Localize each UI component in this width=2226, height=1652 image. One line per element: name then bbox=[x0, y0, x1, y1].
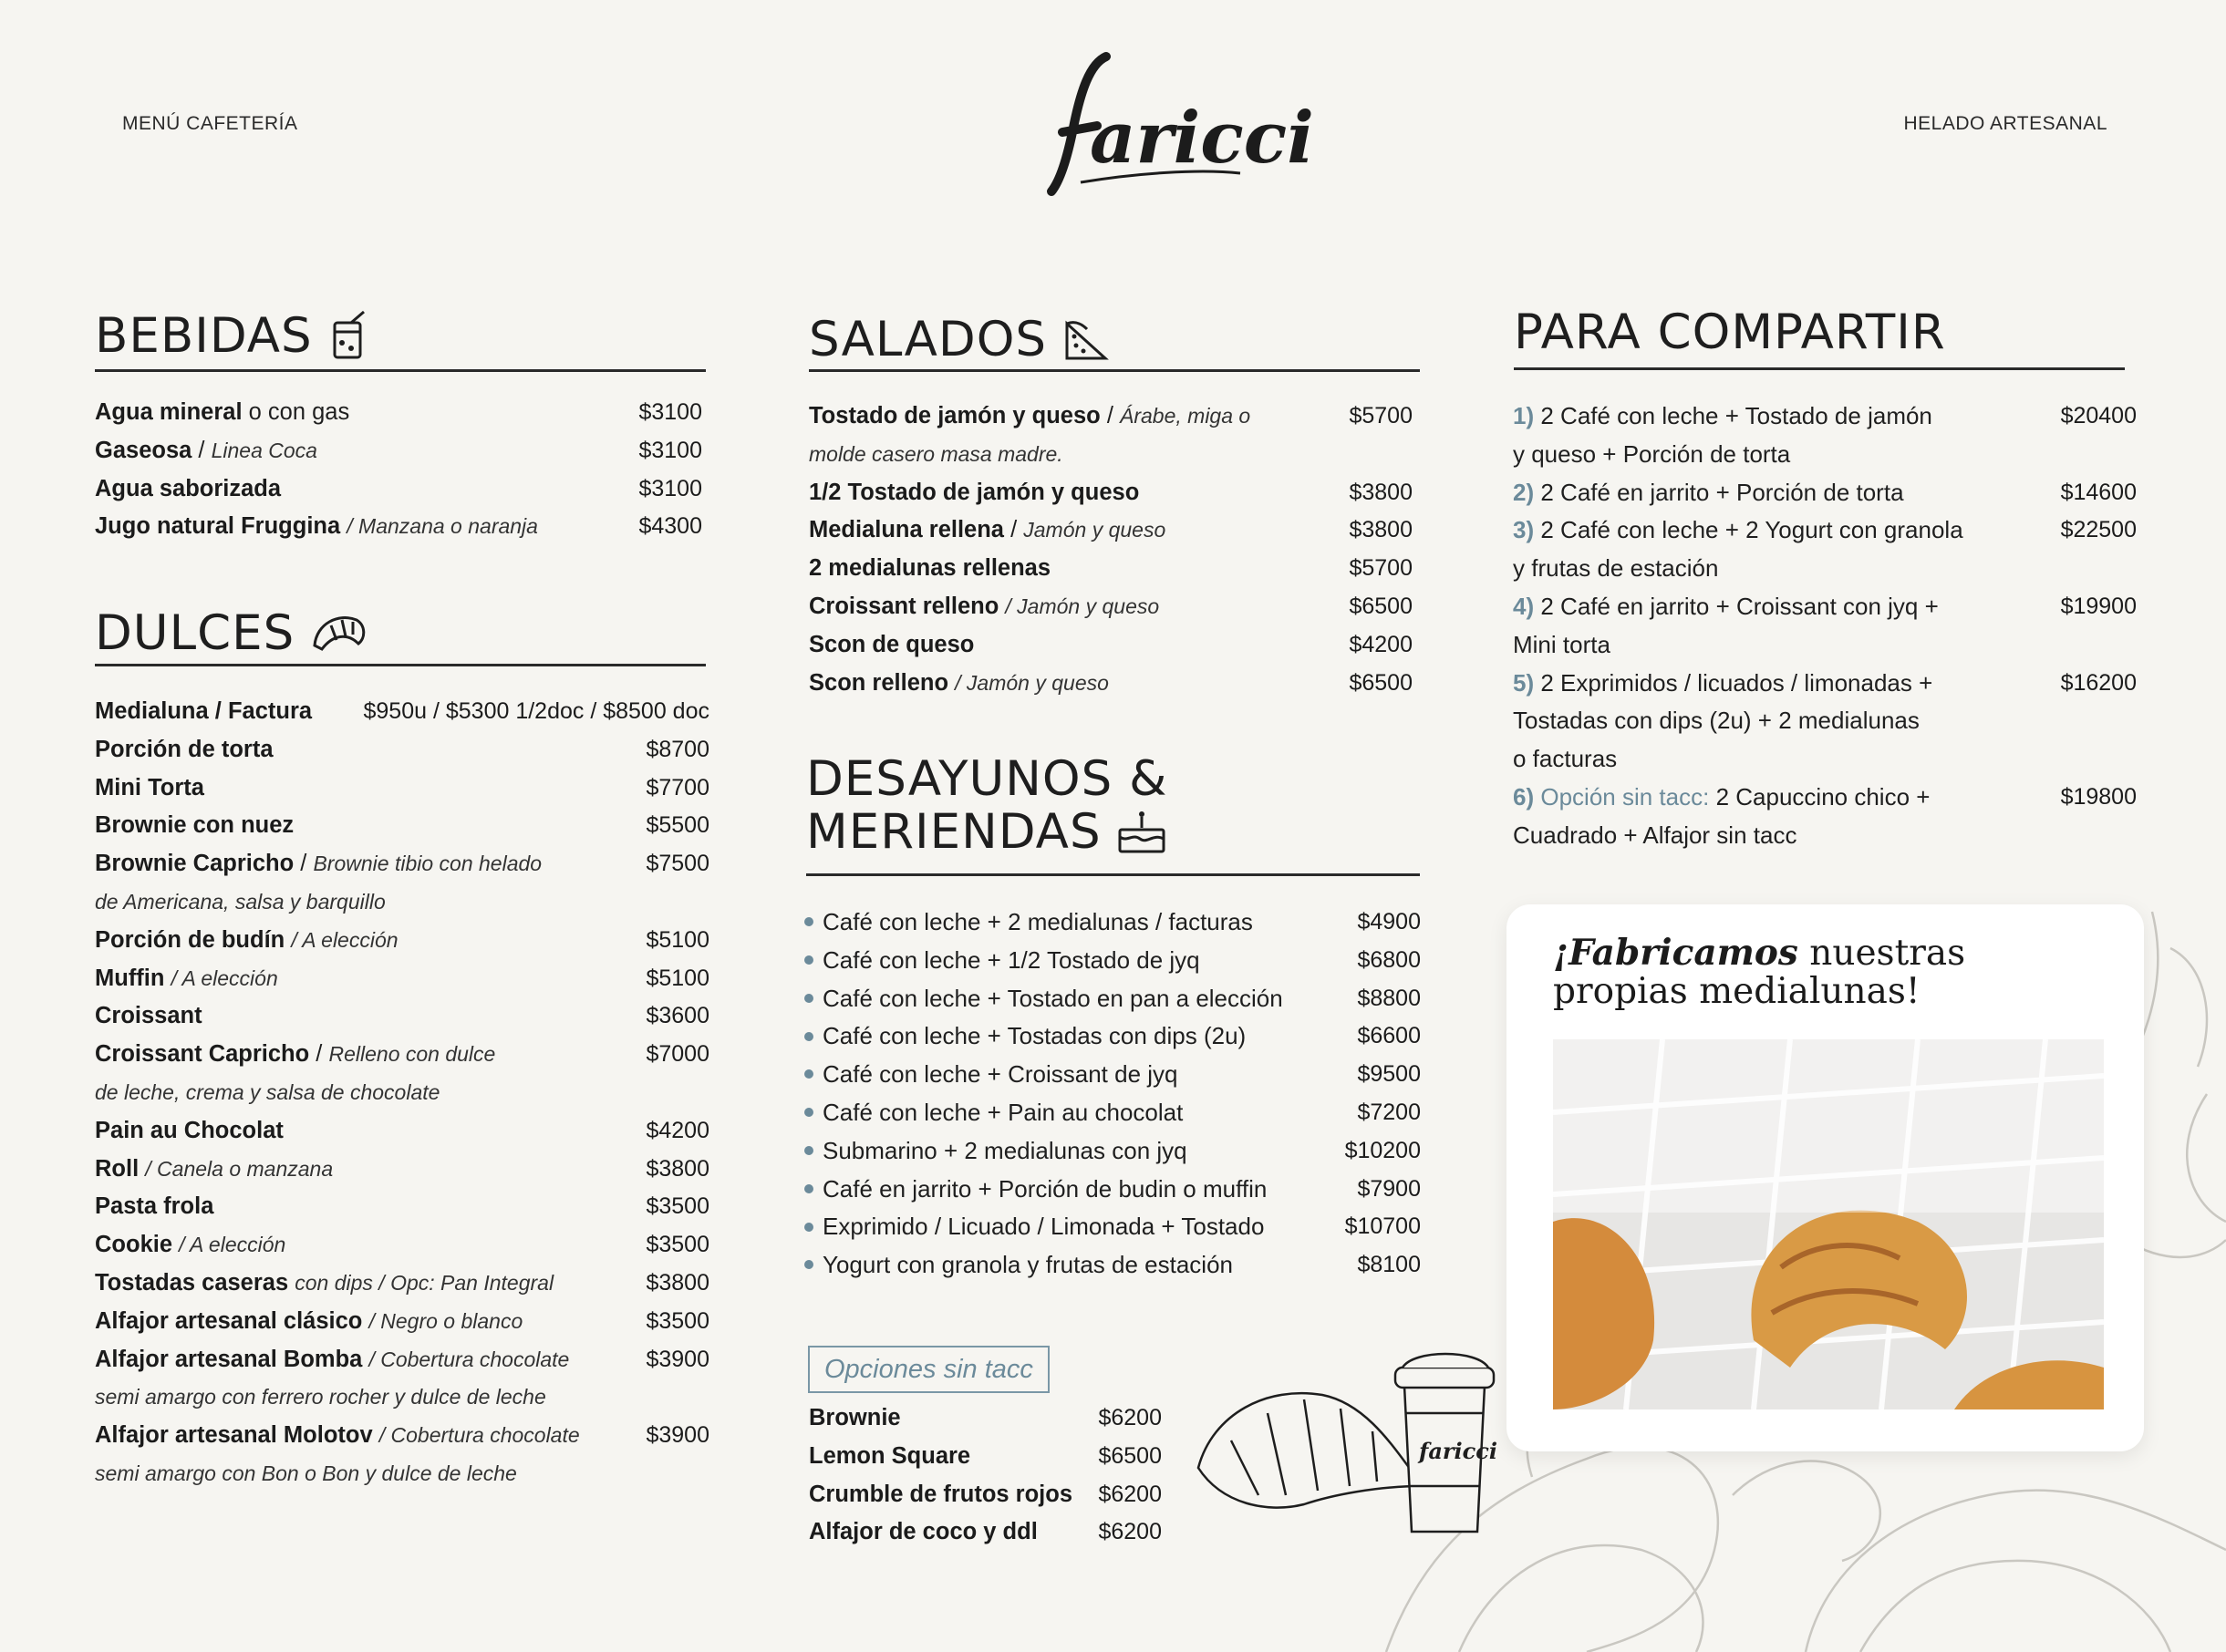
compartir-item bbox=[1513, 474, 1904, 512]
dulces-item-price: $4200 bbox=[646, 1117, 709, 1143]
dulces-item-desc-cont: semi amargo con Bon o Bon y dulce de leche bbox=[95, 1461, 517, 1485]
dulces-item-name: Alfajor artesanal clásico bbox=[95, 1307, 363, 1334]
sin-tacc-item-price: $6200 bbox=[1098, 1519, 1162, 1545]
dulces-item-price: $5100 bbox=[646, 965, 709, 991]
desayunos-item-name: Exprimido / Licuado / Limonada + Tostado bbox=[823, 1213, 1265, 1241]
desayunos-title-line1: DESAYUNOS & bbox=[806, 751, 1168, 807]
bebidas-item-desc: / Manzana o naranja bbox=[347, 514, 538, 539]
bebidas-item bbox=[95, 508, 538, 546]
dulces-item-price: $3900 bbox=[646, 1346, 709, 1372]
salados-rule bbox=[809, 369, 1420, 372]
promo-title-bold: ¡Fabricamos bbox=[1553, 932, 1798, 974]
dulces-item-extra: / bbox=[309, 1041, 329, 1068]
desayunos-item bbox=[804, 1246, 1233, 1285]
sandwich-icon bbox=[1063, 318, 1109, 362]
bebidas-item-price: $3100 bbox=[638, 437, 702, 463]
dulces-item bbox=[95, 1341, 569, 1379]
salados-item-name: Scon relleno bbox=[809, 669, 949, 696]
compartir-item-line1: 2 Café con leche + Tostado de jamón bbox=[1540, 402, 1932, 429]
sin-tacc-item-name: Lemon Square bbox=[809, 1442, 971, 1469]
compartir-item-price: $19800 bbox=[2060, 784, 2137, 810]
dulces-item bbox=[95, 1303, 523, 1341]
dulces-item-name: Cookie bbox=[95, 1232, 173, 1258]
dulces-item-extra bbox=[164, 965, 171, 991]
dulces-item-desc-cont: de Americana, salsa y barquillo bbox=[95, 890, 386, 914]
bebidas-item bbox=[95, 432, 317, 470]
desayunos-item bbox=[804, 942, 1200, 980]
croissant-photo-art bbox=[1553, 1039, 2104, 1409]
compartir-item bbox=[1513, 398, 1932, 436]
dulces-item-price: $3800 bbox=[646, 1155, 709, 1182]
compartir-item-line1: 2 Café en jarrito + Porción de torta bbox=[1540, 478, 1904, 506]
desayunos-title-line2: MERIENDAS bbox=[806, 804, 1102, 860]
dulces-item bbox=[95, 960, 278, 998]
compartir-item-line2: y queso + Porción de torta bbox=[1513, 439, 1791, 468]
dulces-item-name: Pasta frola bbox=[95, 1193, 214, 1220]
bebidas-title-text: BEBIDAS bbox=[95, 307, 313, 364]
salados-item-name: 1/2 Tostado de jamón y queso bbox=[809, 479, 1140, 505]
bebidas-item-extra: o con gas bbox=[242, 399, 350, 425]
dulces-item bbox=[95, 1151, 333, 1189]
dulces-item-name: Croissant Capricho bbox=[95, 1041, 310, 1068]
desayunos-item-name: Café con leche + Tostado en pan a elección bbox=[823, 984, 1283, 1012]
salados-item-desc-cont: molde casero masa madre. bbox=[809, 441, 1063, 466]
salados-item bbox=[809, 474, 1139, 512]
compartir-item-line2: y frutas de estación bbox=[1513, 554, 1719, 583]
dulces-item-price: $5100 bbox=[646, 926, 709, 953]
desayunos-item-price: $10200 bbox=[1344, 1137, 1421, 1163]
salados-item-name: Tostado de jamón y queso bbox=[809, 403, 1101, 428]
bebidas-item-price: $4300 bbox=[638, 513, 702, 540]
desayunos-item-name: Café con leche + 2 medialunas / facturas bbox=[823, 908, 1253, 935]
dulces-rule bbox=[95, 664, 706, 666]
dulces-item-extra bbox=[373, 1422, 379, 1448]
dulces-item bbox=[95, 731, 274, 769]
menu-cafeteria-label: MENÚ CAFETERÍA bbox=[122, 113, 298, 134]
helado-artesanal-label: HELADO ARTESANAL bbox=[1903, 113, 2107, 134]
salados-item-price: $4200 bbox=[1349, 631, 1413, 657]
promo-title bbox=[1553, 934, 2027, 1011]
compartir-item-price: $14600 bbox=[2060, 479, 2137, 505]
salados-item bbox=[809, 665, 1109, 703]
dulces-item-desc: con dips / Opc: Pan Integral bbox=[295, 1271, 554, 1295]
desayunos-item-price: $4900 bbox=[1357, 909, 1421, 934]
salados-title bbox=[809, 312, 1109, 367]
salados-item-name: Croissant relleno bbox=[809, 594, 999, 619]
dulces-item-price: $3800 bbox=[646, 1270, 709, 1296]
desayunos-item-name: Submarino + 2 medialunas con jyq bbox=[823, 1136, 1187, 1164]
dulces-item bbox=[95, 845, 542, 883]
compartir-item-line1: 2 Café con leche + 2 Yogurt con granola bbox=[1540, 516, 1963, 544]
dulces-item-name: Medialuna / Factura bbox=[95, 698, 313, 724]
cake-icon bbox=[1116, 810, 1167, 855]
dulces-item-name: Muffin bbox=[95, 965, 165, 991]
dulces-item-price: $3600 bbox=[646, 1003, 709, 1029]
sin-tacc-item-name: Crumble de frutos rojos bbox=[809, 1481, 1073, 1507]
salados-item-price: $6500 bbox=[1349, 594, 1413, 619]
dulces-item-name: Pain au Chocolat bbox=[95, 1117, 284, 1143]
dulces-item bbox=[95, 1112, 284, 1151]
compartir-item bbox=[1513, 588, 1939, 626]
salados-item bbox=[809, 550, 1051, 588]
desayunos-item-name: Café con leche + Croissant de jyq bbox=[823, 1060, 1178, 1089]
salados-item-desc: Árabe, miga o bbox=[1120, 404, 1251, 428]
dulces-item-name: Croissant bbox=[95, 1003, 202, 1029]
dulces-item bbox=[95, 807, 294, 845]
dulces-item-price: $3500 bbox=[646, 1193, 709, 1220]
dulces-item-price: $3900 bbox=[646, 1422, 709, 1449]
bullet-dot bbox=[804, 1184, 813, 1193]
salados-item-desc: / Jamón y queso bbox=[955, 670, 1109, 695]
dulces-item bbox=[95, 693, 312, 731]
salados-item-name: Scon de queso bbox=[809, 631, 975, 657]
salados-item-price: $3800 bbox=[1349, 517, 1413, 543]
desayunos-item-price: $6600 bbox=[1357, 1023, 1421, 1049]
bebidas-item-name: Jugo natural Fruggina bbox=[95, 513, 341, 540]
bullet-dot bbox=[804, 917, 813, 926]
dulces-item-desc-cont: semi amargo con ferrero rocher y dulce de leche bbox=[95, 1385, 546, 1409]
desayunos-item bbox=[804, 1017, 1246, 1056]
salados-item-extra: / bbox=[1100, 403, 1120, 428]
salados-item-price: $5700 bbox=[1349, 403, 1413, 428]
faricci-logo bbox=[999, 46, 1314, 205]
dulces-item bbox=[95, 1188, 213, 1226]
compartir-item-line2: Cuadrado + Alfajor sin tacc bbox=[1513, 821, 1797, 849]
dulces-item-price: $5500 bbox=[646, 812, 709, 839]
compartir-item-price: $19900 bbox=[2060, 594, 2137, 619]
compartir-item-line1: 2 Capuccino chico + bbox=[1715, 783, 1931, 811]
compartir-item-line2: Mini torta bbox=[1513, 630, 1610, 658]
compartir-item-line2: Tostadas con dips (2u) + 2 medialunas bbox=[1513, 707, 1920, 735]
dulces-item-desc: / Cobertura chocolate bbox=[378, 1423, 580, 1448]
promo-title-rest: nuestras bbox=[1797, 933, 1966, 974]
desayunos-item bbox=[804, 1171, 1267, 1209]
bullet-dot bbox=[804, 1260, 813, 1269]
dulces-item bbox=[95, 997, 202, 1036]
dulces-item-name: Mini Torta bbox=[95, 774, 204, 800]
compartir-title bbox=[1514, 305, 1946, 360]
compartir-item-line3: o facturas bbox=[1513, 745, 1618, 773]
desayunos-item-price: $6800 bbox=[1357, 946, 1421, 973]
promo-title-line2: propias medialunas! bbox=[1553, 971, 1921, 1012]
croissant-photo bbox=[1553, 1039, 2104, 1409]
bebidas-title bbox=[95, 307, 371, 364]
croissant-icon bbox=[311, 611, 368, 656]
dulces-item-name: Alfajor artesanal Bomba bbox=[95, 1346, 363, 1372]
salados-item bbox=[809, 588, 1159, 626]
desayunos-item-name: Café en jarrito + Porción de budin o muffin bbox=[823, 1174, 1268, 1203]
bebidas-item-price: $3100 bbox=[638, 475, 702, 501]
desayunos-rule bbox=[806, 873, 1420, 876]
desayunos-item bbox=[804, 980, 1283, 1018]
desayunos-item-price: $10700 bbox=[1344, 1213, 1421, 1240]
dulces-item-desc: Brownie tibio con helado bbox=[313, 852, 543, 876]
bebidas-item bbox=[95, 394, 349, 432]
dulces-item-price: $7000 bbox=[646, 1041, 709, 1068]
bullet-dot bbox=[804, 1032, 813, 1041]
svg-text:aricci: aricci bbox=[1090, 97, 1314, 180]
compartir-item-number: 6) bbox=[1513, 783, 1535, 811]
dulces-item-desc-cont: de leche, crema y salsa de chocolate bbox=[95, 1080, 440, 1104]
desayunos-item bbox=[804, 1094, 1183, 1132]
desayunos-item bbox=[804, 1208, 1264, 1246]
compartir-item-number: 4) bbox=[1513, 593, 1535, 620]
bullet-dot bbox=[804, 994, 813, 1003]
cup-brand: faricci bbox=[1419, 1438, 1497, 1464]
bullet-dot bbox=[804, 955, 813, 965]
bebidas-item-name: Gaseosa bbox=[95, 437, 192, 463]
dulces-item bbox=[95, 1417, 580, 1455]
sin-tacc-item-price: $6200 bbox=[1098, 1405, 1162, 1430]
bebidas-item-name: Agua saborizada bbox=[95, 475, 282, 501]
desayunos-item-price: $8800 bbox=[1357, 985, 1421, 1011]
salados-item-extra: / bbox=[1004, 517, 1024, 543]
desayunos-item-name: Café con leche + Pain au chocolat bbox=[823, 1099, 1184, 1126]
sin-tacc-item-price: $6200 bbox=[1098, 1481, 1162, 1507]
dulces-item bbox=[95, 1036, 495, 1074]
salados-item-price: $3800 bbox=[1349, 479, 1413, 505]
dulces-title-text: DULCES bbox=[95, 605, 295, 661]
desayunos-item-name: Café con leche + 1/2 Tostado de jyq bbox=[823, 945, 1200, 974]
sin-tacc-title: Opciones sin tacc bbox=[808, 1346, 1050, 1393]
salados-title-text: SALADOS bbox=[809, 312, 1048, 367]
dulces-item-name: Roll bbox=[95, 1155, 140, 1182]
bebidas-rule bbox=[95, 369, 706, 372]
desayunos-item-name: Café con leche + Tostadas con dips (2u) bbox=[823, 1022, 1247, 1050]
desayunos-title bbox=[806, 753, 1167, 859]
compartir-item-price: $22500 bbox=[2060, 517, 2137, 543]
compartir-item bbox=[1513, 665, 1932, 703]
dulces-item-desc: / A elección bbox=[171, 965, 278, 990]
salados-item-desc: / Jamón y queso bbox=[1005, 594, 1160, 618]
dulces-item bbox=[95, 1265, 554, 1303]
bebidas-item bbox=[95, 470, 281, 509]
compartir-item-number: 5) bbox=[1513, 668, 1535, 697]
dulces-item-desc: Relleno con dulce bbox=[328, 1042, 496, 1067]
compartir-item-number: 3) bbox=[1513, 516, 1535, 544]
sin-tacc-item-price: $6500 bbox=[1098, 1442, 1162, 1469]
sin-tacc-item bbox=[809, 1399, 901, 1438]
dulces-item-price: $950u / $5300 1/2doc / $8500 doc bbox=[363, 698, 709, 724]
bebidas-item-name: Agua mineral bbox=[95, 399, 243, 425]
compartir-item-number: 2) bbox=[1513, 478, 1535, 506]
desayunos-item bbox=[804, 1132, 1187, 1171]
dulces-item-desc: / A elección bbox=[291, 927, 399, 952]
dulces-item-price: $7700 bbox=[646, 774, 709, 800]
salados-item bbox=[809, 398, 1250, 436]
bebidas-item-desc: Linea Coca bbox=[211, 438, 317, 462]
desayunos-item-price: $9500 bbox=[1357, 1061, 1421, 1088]
bullet-dot bbox=[804, 1146, 813, 1155]
dulces-item-name: Tostadas caseras bbox=[95, 1270, 289, 1296]
salados-item-price: $6500 bbox=[1349, 669, 1413, 696]
compartir-item-price: $16200 bbox=[2060, 669, 2137, 696]
compartir-rule bbox=[1514, 367, 2125, 370]
salados-item bbox=[809, 511, 1165, 550]
desayunos-item-price: $7900 bbox=[1357, 1175, 1421, 1202]
salados-item-price: $5700 bbox=[1349, 555, 1413, 582]
dulces-item-name: Brownie con nuez bbox=[95, 812, 295, 839]
drink-icon bbox=[329, 310, 371, 361]
compartir-item-label: Opción sin tacc: bbox=[1540, 783, 1710, 811]
dulces-item-name: Porción de torta bbox=[95, 736, 274, 762]
sin-tacc-item-name: Brownie bbox=[809, 1405, 901, 1430]
salados-item bbox=[809, 626, 974, 665]
dulces-item-desc: / Canela o manzana bbox=[145, 1156, 334, 1181]
salados-item-name: 2 medialunas rellenas bbox=[809, 555, 1051, 582]
dulces-item-price: $7500 bbox=[646, 851, 709, 877]
bebidas-item-extra: / bbox=[192, 437, 212, 463]
dulces-item-name: Alfajor artesanal Molotov bbox=[95, 1422, 373, 1449]
dulces-item-desc: / Negro o blanco bbox=[368, 1308, 523, 1333]
sin-tacc-item bbox=[809, 1438, 970, 1476]
bullet-dot bbox=[804, 1069, 813, 1079]
dulces-item-price: $3500 bbox=[646, 1307, 709, 1334]
desayunos-item-name: Yogurt con granola y frutas de estación bbox=[823, 1251, 1233, 1279]
desayunos-item bbox=[804, 1056, 1178, 1094]
compartir-item-price: $20400 bbox=[2060, 403, 2137, 428]
dulces-item-price: $3500 bbox=[646, 1232, 709, 1258]
compartir-title-text: PARA COMPARTIR bbox=[1514, 305, 1946, 360]
dulces-title bbox=[95, 605, 368, 661]
dulces-item-name: Brownie Capricho bbox=[95, 851, 295, 877]
sin-tacc-item-name: Alfajor de coco y ddl bbox=[809, 1519, 1038, 1545]
desayunos-item-price: $8100 bbox=[1357, 1252, 1421, 1278]
bullet-dot bbox=[804, 1108, 813, 1117]
dulces-item-name: Porción de budín bbox=[95, 926, 285, 953]
dulces-item-desc: / Cobertura chocolate bbox=[368, 1347, 570, 1371]
dulces-item bbox=[95, 1226, 285, 1265]
dulces-item-extra: / bbox=[294, 851, 314, 877]
bebidas-item-price: $3100 bbox=[638, 399, 702, 425]
compartir-item-number: 1) bbox=[1513, 402, 1535, 429]
compartir-item-line1: 2 Exprimidos / licuados / limonadas + bbox=[1540, 668, 1933, 697]
compartir-item bbox=[1513, 779, 1930, 817]
dulces-item bbox=[95, 922, 399, 960]
dulces-item-price: $8700 bbox=[646, 736, 709, 762]
compartir-item-line1: 2 Café en jarrito + Croissant con jyq + bbox=[1540, 593, 1939, 620]
sin-tacc-item bbox=[809, 1476, 1072, 1514]
compartir-item bbox=[1513, 511, 1963, 550]
dulces-item-desc: / A elección bbox=[179, 1233, 286, 1257]
desayunos-item bbox=[804, 903, 1253, 942]
sin-tacc-item bbox=[809, 1513, 1038, 1552]
salados-item-name: Medialuna rellena bbox=[809, 517, 1004, 543]
bullet-dot bbox=[804, 1223, 813, 1232]
croissant-cup-illustration bbox=[1195, 1313, 1541, 1532]
salados-item-desc: Jamón y queso bbox=[1023, 518, 1166, 542]
desayunos-item-price: $7200 bbox=[1357, 1100, 1421, 1125]
dulces-item bbox=[95, 769, 204, 808]
